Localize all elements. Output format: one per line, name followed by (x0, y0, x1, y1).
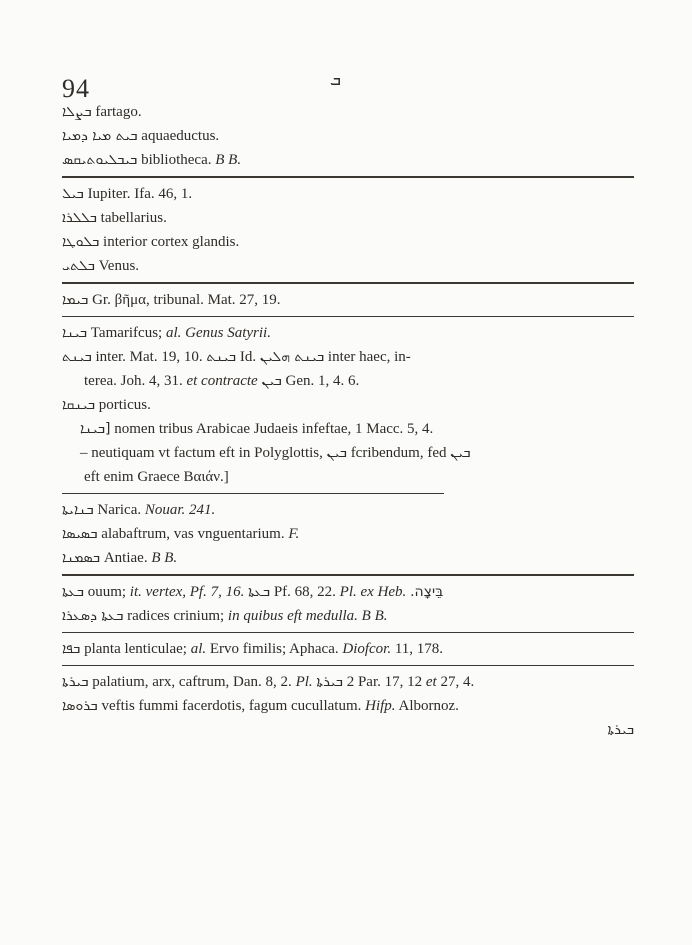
entry-line (62, 345, 634, 369)
dictionary-page (62, 100, 634, 740)
syriac-headword: ܒܝܪܬܐ (62, 674, 89, 690)
latin-gloss: eft enim Graece Βαιάν.] (84, 469, 229, 485)
latin-gloss: Tamarifcus; (90, 325, 163, 341)
catchword: ܒܝܪܬܐ (607, 722, 634, 738)
entry-line (62, 546, 634, 570)
latin-gloss: – neutiquam vt factum eft in Polyglottis, (80, 445, 323, 461)
page-number: 94 (62, 74, 90, 103)
syriac-word: ܒܝܢ (326, 445, 347, 461)
syriac-headword: ܒܠܘܛܐ (62, 234, 100, 250)
syriac-headword: ܒܝܬ ܡܝܐ ܕܡܝܐ (62, 128, 138, 144)
source-reference: B B. (215, 152, 242, 168)
syriac-headword: ܒܥܬܐ ܕܣܥܪܐ (62, 608, 124, 624)
section-divider (62, 176, 634, 178)
latin-gloss: terea. Joh. 4, 31. (84, 373, 183, 389)
latin-gloss: Gr. βῆμα, tribunal. Mat. 27, 19. (92, 292, 281, 308)
entry-line (62, 441, 634, 465)
source-reference: F. (288, 526, 300, 542)
latin-gloss: bibliotheca. (141, 152, 212, 168)
italic-note: Diofcor. (342, 641, 392, 657)
section-divider (62, 665, 634, 666)
entry-line (62, 288, 634, 312)
italic-note: Pl. (339, 584, 357, 600)
entry-line (62, 124, 634, 148)
entry-line (62, 148, 634, 172)
syriac-word: ܒܝܢ (450, 445, 471, 461)
entry-line (62, 604, 634, 628)
entry-line (62, 206, 634, 230)
latin-gloss: aquaeductus. (141, 128, 220, 144)
italic-note: Pl. (295, 674, 313, 690)
entry-line (62, 369, 634, 393)
latin-gloss: Ervo fimilis; Aphaca. (209, 641, 339, 657)
italic-note: al. Genus Satyrii. (165, 325, 271, 341)
latin-gloss: Narica. (97, 502, 142, 518)
latin-gloss: Albornoz. (398, 698, 459, 714)
syriac-headword: ܒܨܠܐ (62, 104, 92, 120)
syriac-headword: ܒܝܠ (62, 186, 84, 202)
syriac-headword: ܒܝܢܬ (62, 349, 92, 365)
latin-gloss: alabaftrum, vas vnguentarium. (101, 526, 285, 542)
italic-note: ex Heb. (360, 584, 407, 600)
latin-gloss: Pf. 68, 22. (273, 584, 336, 600)
italic-note: et (425, 674, 437, 690)
syriac-headword: ܒܣܝܣܐ (62, 526, 98, 542)
entry-line (62, 522, 634, 546)
section-divider (62, 493, 444, 494)
latin-gloss: inter haec, in- (327, 349, 411, 365)
latin-gloss: palatium, arx, caftrum, Dan. 8, 2. (92, 674, 292, 690)
syriac-word: ܒܝܢܬ ܗܠܝܢ (259, 349, 325, 365)
italic-note: it. vertex, Pf. 7, 16. (129, 584, 245, 600)
entry-line (62, 100, 634, 124)
entry-line (62, 498, 634, 522)
latin-gloss: Antiae. (103, 550, 148, 566)
entry-list (62, 100, 634, 718)
latin-gloss: fcribendum, fed (350, 445, 447, 461)
syriac-word: ܒܝܪܬܐ (316, 674, 343, 690)
syriac-headword: ܒܥܬܐ (62, 584, 84, 600)
syriac-word: ܒܥܬܐ (248, 584, 271, 600)
entry-line (62, 670, 634, 694)
entry-line (62, 694, 634, 718)
syriac-headword: ܒܢܐܝܬܐ (62, 502, 94, 518)
source-reference: B B. (151, 550, 178, 566)
syriac-headword: ܒܪܘܣܐ (62, 698, 98, 714)
syriac-word: ܒܝܢ (261, 373, 282, 389)
latin-gloss: Id. (239, 349, 257, 365)
running-head: ܒ (330, 72, 341, 89)
italic-note: in quibus eft medulla. (227, 608, 358, 624)
syriac-headword: ܒܦܐ (62, 641, 81, 657)
entry-line (62, 580, 634, 604)
entry-line (62, 417, 634, 441)
syriac-headword: ܒܠܠܪܐ (62, 210, 97, 226)
italic-note: Hifp. (365, 698, 396, 714)
latin-gloss: porticus. (98, 397, 151, 413)
section-divider (62, 632, 634, 633)
latin-gloss: ouum; (87, 584, 127, 600)
latin-gloss: radices crinium; (127, 608, 225, 624)
italic-note: al. (190, 641, 207, 657)
latin-gloss: Venus. (98, 258, 140, 274)
latin-gloss: 27, 4. (440, 674, 475, 690)
syriac-word: ܒܝܢܬ (206, 349, 237, 365)
entry-line (62, 254, 634, 278)
syriac-headword: [ܒܝܢܐ (80, 421, 111, 437)
entry-line (62, 465, 634, 489)
latin-gloss: tabellarius. (100, 210, 167, 226)
entry-line (62, 182, 634, 206)
latin-gloss: 11, 178. (394, 641, 444, 657)
syriac-headword: ܒܝܡܐ (62, 292, 89, 308)
section-divider (62, 282, 634, 284)
latin-gloss: veftis fummi facerdotis, fagum cucullatum. (101, 698, 362, 714)
source-reference: B B. (361, 608, 388, 624)
syriac-headword: ܒܣܡܢܐ (62, 550, 101, 566)
italic-note: Nouar. 241. (144, 502, 216, 518)
syriac-headword: ܒܝܢܐ (62, 325, 88, 341)
syriac-headword: ܒܝܒܠܝܘܬܝܩܣ (62, 152, 138, 168)
section-divider (62, 574, 634, 576)
latin-gloss: nomen tribus Arabicae Judaeis infeftae, 1 Macc. 5, 4. (114, 421, 434, 437)
hebrew-word: בֵּיצָה. (410, 584, 444, 600)
latin-gloss: planta lenticulae; (84, 641, 187, 657)
syriac-headword: ܒܝܢܩܐ (62, 397, 96, 413)
entry-line (62, 230, 634, 254)
latin-gloss: Gen. 1, 4. 6. (285, 373, 360, 389)
latin-gloss: Iupiter. Ifa. 46, 1. (87, 186, 193, 202)
latin-gloss: 2 Par. 17, 12 (346, 674, 423, 690)
entry-line (62, 321, 634, 345)
italic-note: et contracte (186, 373, 258, 389)
latin-gloss: fartago. (95, 104, 142, 120)
latin-gloss: interior cortex glandis. (103, 234, 240, 250)
latin-gloss: inter. Mat. 19, 10. (95, 349, 203, 365)
section-divider (62, 316, 634, 317)
syriac-headword: ܒܠܬܝ (62, 258, 95, 274)
entry-line (62, 637, 634, 661)
entry-line (62, 393, 634, 417)
